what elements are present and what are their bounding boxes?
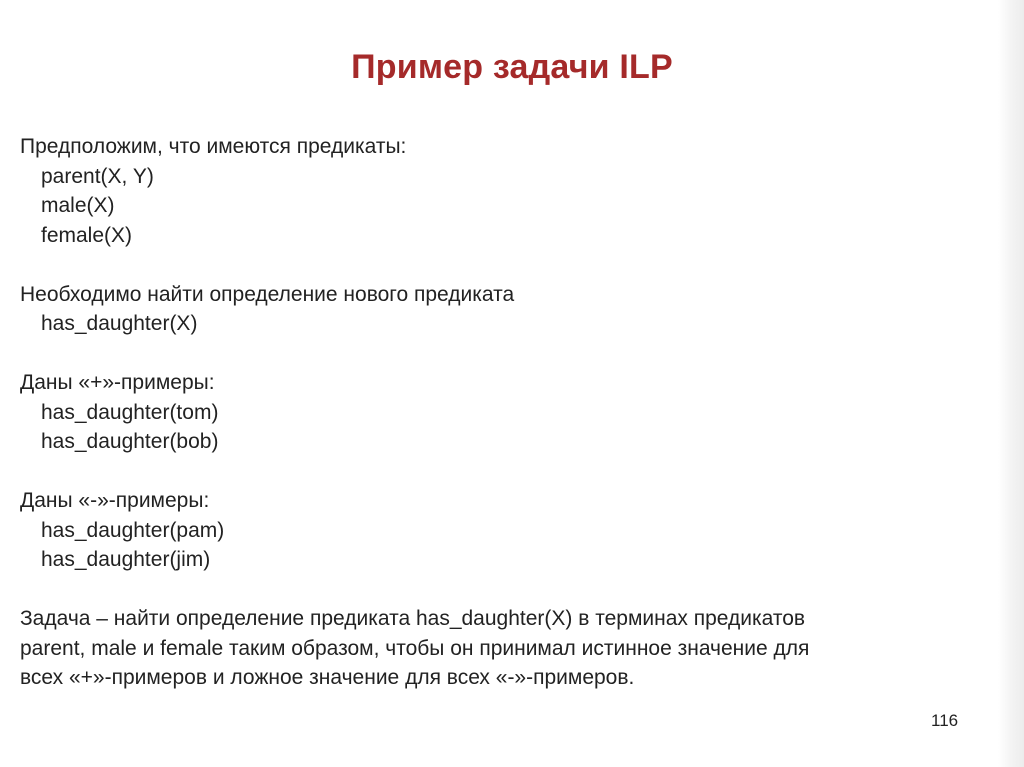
target-predicate: has_daughter(X) <box>41 312 198 335</box>
slide-title: Пример задачи ILP <box>351 48 673 86</box>
slide-edge-shadow <box>998 0 1024 767</box>
task-line: parent, male и female таким образом, чтобы он принимал истинное значение для <box>20 636 810 660</box>
predicate-item: male(X) <box>41 194 115 217</box>
spacer <box>20 575 1000 605</box>
task-line: Задача – найти определение предиката has_daughter(X) в терминах предикатов <box>20 607 806 630</box>
positive-examples-intro: Даны «+»-примеры: <box>20 371 215 394</box>
negative-example: has_daughter(jim) <box>41 548 211 571</box>
positive-example: has_daughter(tom) <box>41 400 219 424</box>
slide-body <box>20 132 1000 693</box>
spacer <box>20 457 1000 487</box>
spacer <box>20 339 1000 369</box>
positive-example: has_daughter(bob) <box>41 430 219 453</box>
predicates-intro: Предположим, что имеются предикаты: <box>20 135 407 158</box>
negative-example: has_daughter(pam) <box>41 518 225 542</box>
task-line: всех «+»-примеров и ложное значение для всех «-»-примеров. <box>20 666 635 689</box>
spacer <box>20 250 1000 280</box>
page-number: 116 <box>931 711 959 730</box>
predicate-item: female(X) <box>41 223 133 247</box>
predicate-item: parent(X, Y) <box>41 164 154 188</box>
negative-examples-intro: Даны «-»-примеры: <box>20 489 210 512</box>
target-intro: Необходимо найти определение нового предиката <box>20 282 515 306</box>
